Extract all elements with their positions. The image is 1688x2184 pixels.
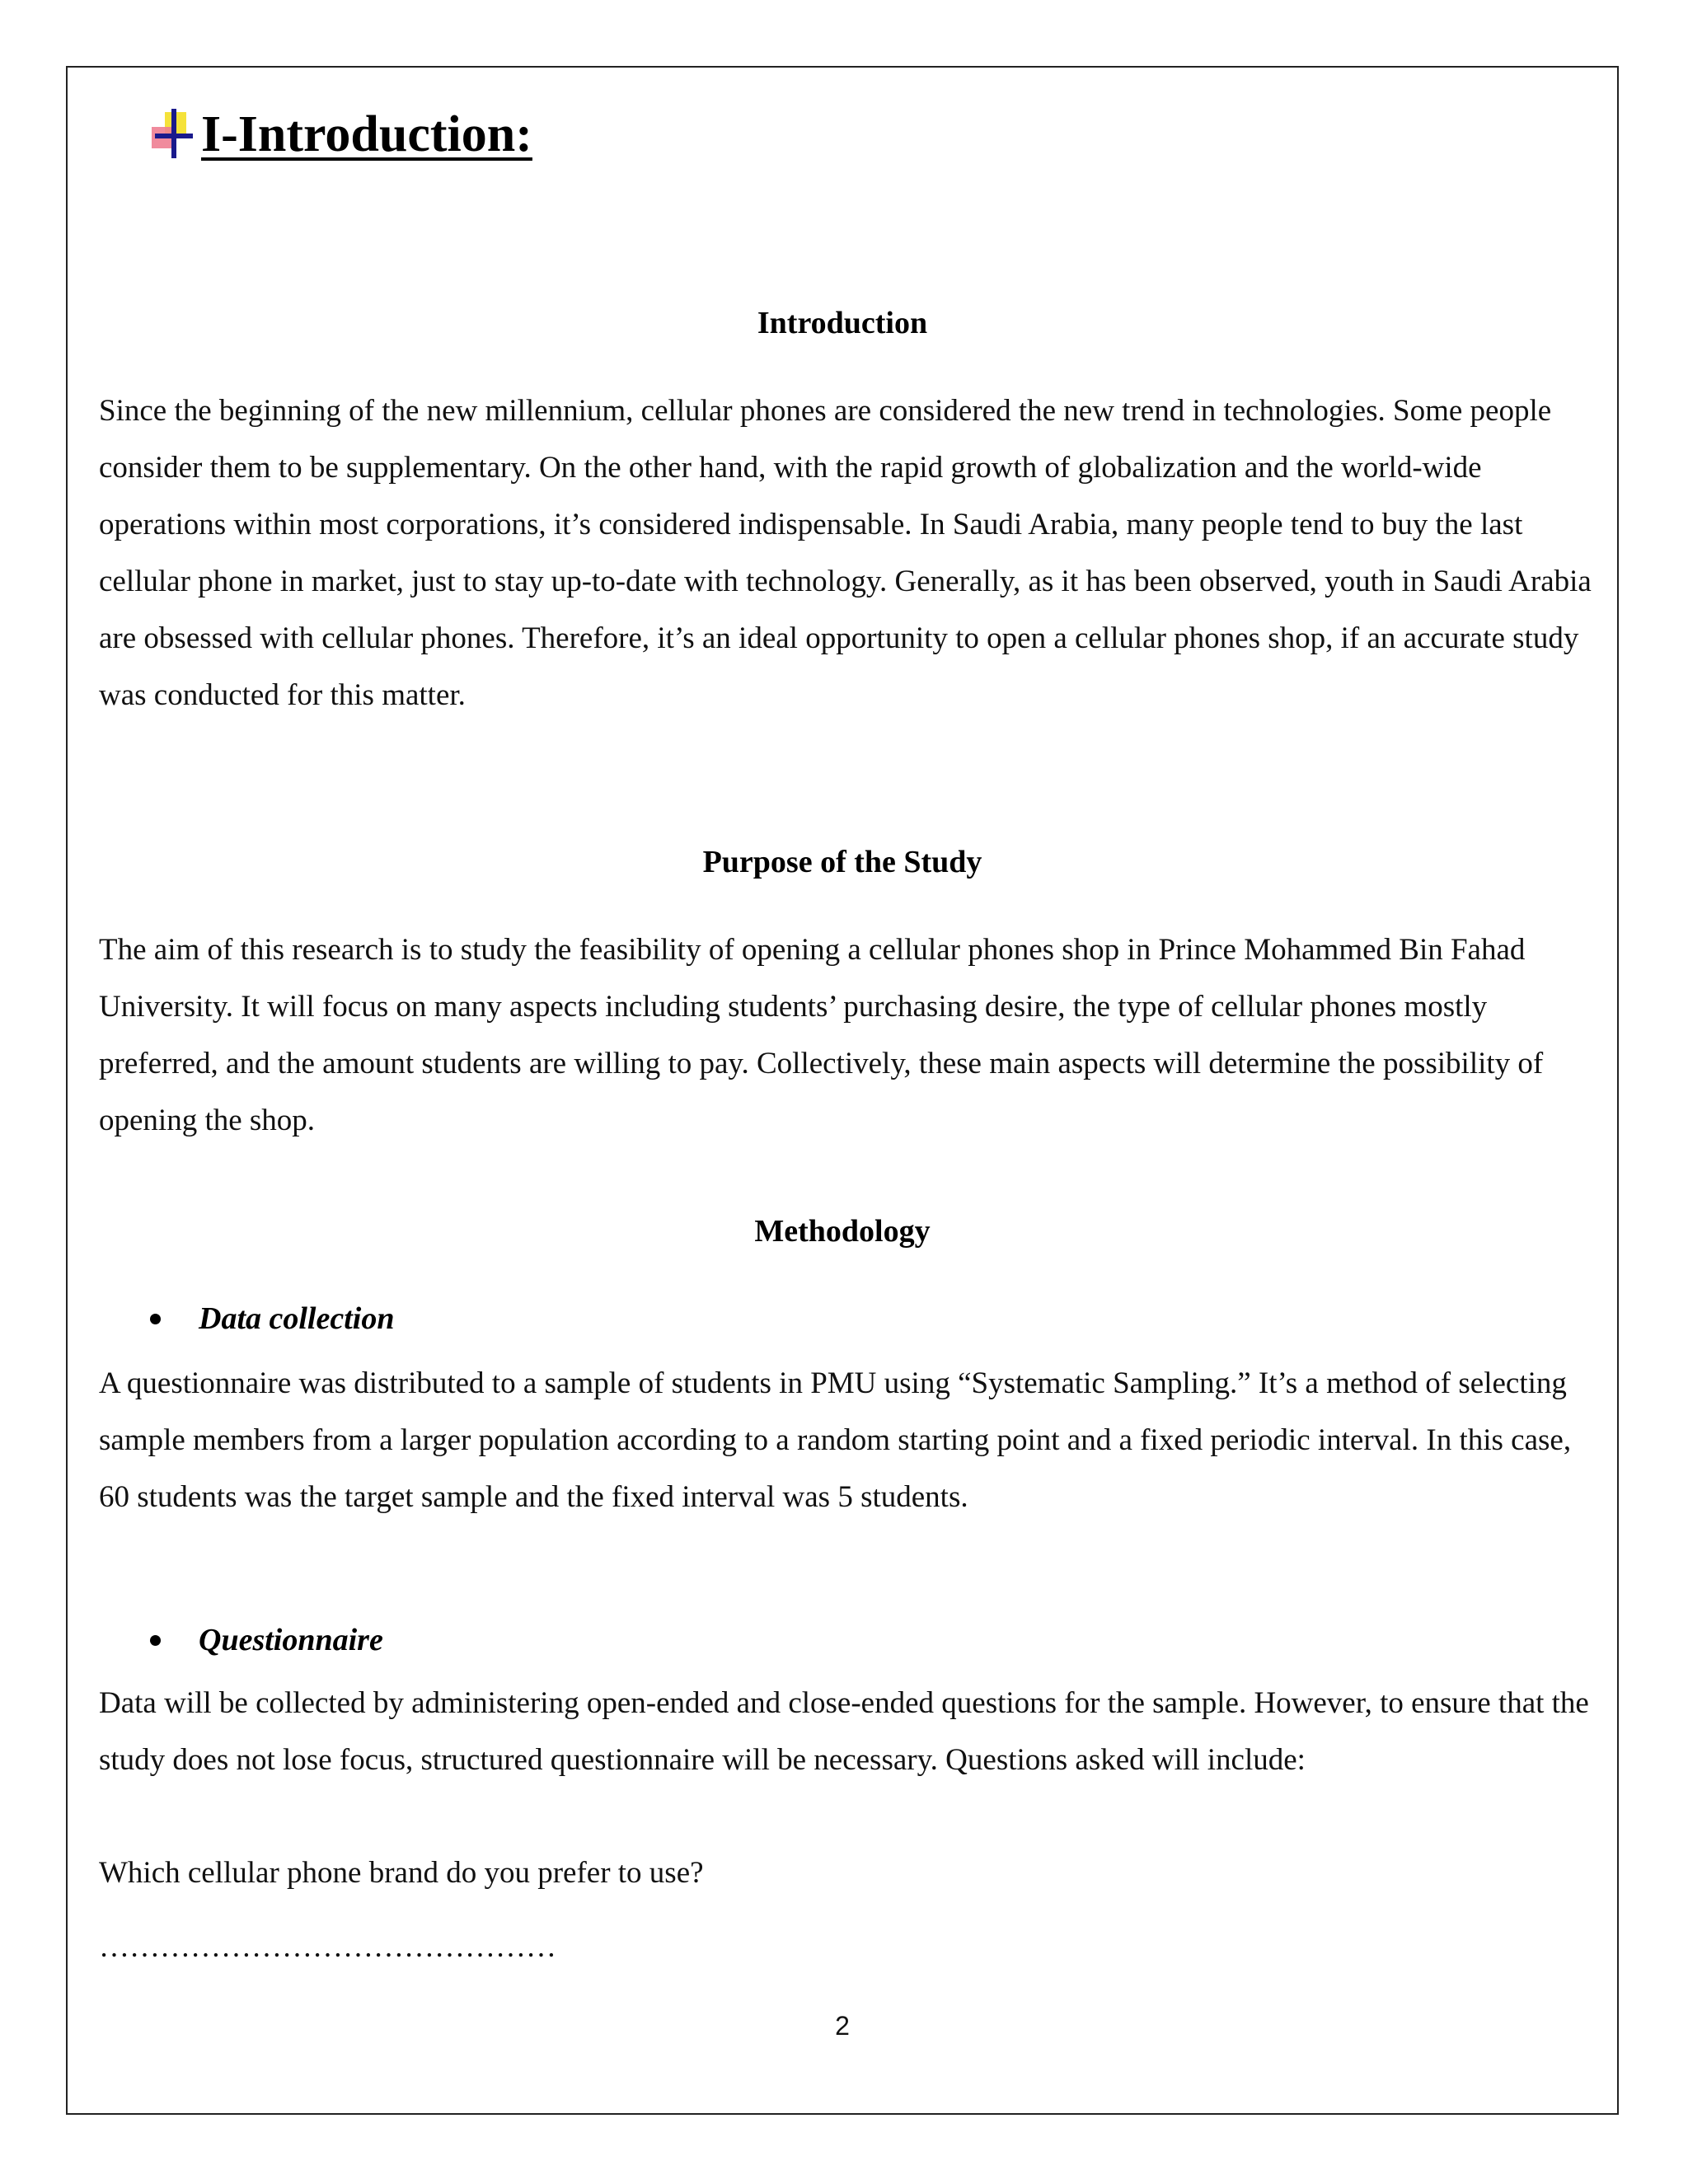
bullet-dot-icon (150, 1314, 161, 1324)
chapter-title: I-Introduction: (201, 105, 532, 162)
bullet-label: Data collection (199, 1301, 395, 1336)
data-collection-paragraph: A questionnaire was distributed to a sample of students in PMU using “Systematic Sampling.” It’s a method of selecting sample members from a larger population according to a random starting point and a fixed periodic interval. In this case, 60 students was the target sample and the fixed interval was 5 students. (99, 1366, 1572, 1514)
bullet-data-collection (150, 1301, 394, 1337)
cross-bullet-icon (148, 109, 199, 160)
section-title-introduction: Introduction (757, 306, 928, 340)
answer-blank-line: ……………………………………… (99, 1930, 556, 1964)
bullet-dot-icon (150, 1635, 161, 1646)
section-title-methodology: Methodology (754, 1214, 931, 1249)
chapter-heading (148, 97, 532, 171)
bullet-label: Questionnaire (199, 1623, 383, 1657)
introduction-paragraph: Since the beginning of the new millennium, cellular phones are considered the new trend in technologies. Some people consider them to be supplementary. On the other hand, with the rapid growth of globalization and the world-wide operations within most corporations, it’s considered indispensable. In Saudi Arabia, many people tend to buy the last cellular phone in market, just to stay up-to-date with technology. Generally, as it has been observed, youth in Saudi Arabia are obsessed with cellular phones. Therefore, it’s an ideal opportunity to open a cellular phones shop, if an accurate study was conducted for this matter. (99, 394, 1592, 712)
section-title-purpose: Purpose of the Study (702, 845, 982, 879)
bullet-questionnaire (150, 1622, 383, 1658)
purpose-paragraph: The aim of this research is to study the feasibility of opening a cellular phones shop in Prince Mohammed Bin Fahad University. It will focus on many aspects including students’ purchasing desire, the type of cellular phones mostly preferred, and the amount students are willing to pay. Collectively, these main aspects will determine the possibility of opening the shop. (99, 933, 1544, 1137)
questionnaire-question: Which cellular phone brand do you prefer to use? (99, 1856, 704, 1890)
page-number: 2 (835, 2011, 850, 2041)
questionnaire-paragraph: Data will be collected by administering open-ended and close-ended questions for the sample. However, to ensure that the study does not lose focus, structured questionnaire will be necessary. Questions asked will include: (99, 1686, 1589, 1777)
